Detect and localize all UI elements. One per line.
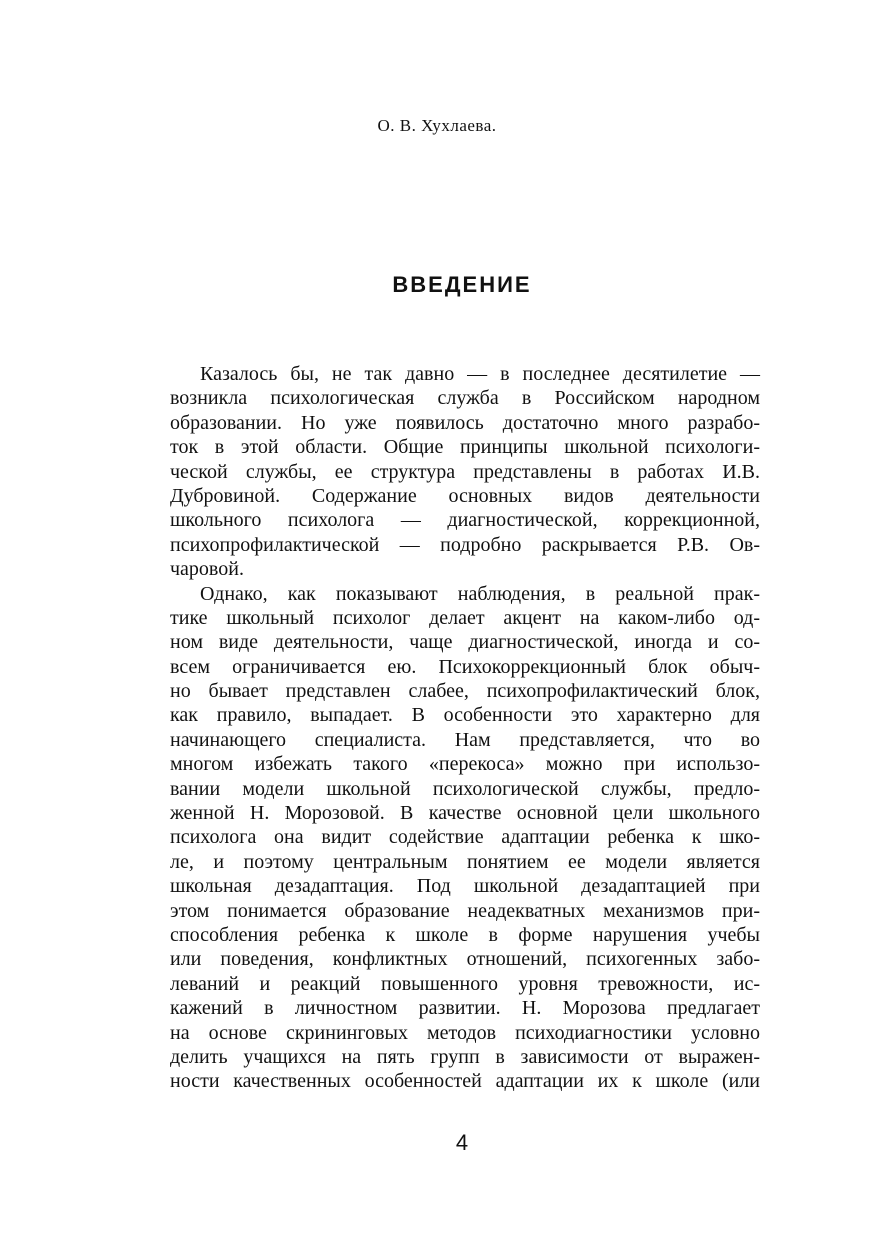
text-line: Дубровиной. Содержание основных видов деятельности (170, 484, 760, 507)
text-line: ток в этой области. Общие принципы школьной психологи- (170, 436, 760, 459)
text-line: или поведения, конфликтных отношений, психогенных забо- (170, 948, 760, 971)
paragraph (170, 362, 760, 582)
running-header: О. В. Хухлаева. (377, 116, 497, 135)
text-line: психопрофилактической — подробно раскрывается Р.В. Ов- (170, 533, 760, 556)
text-line: тике школьный психолог делает акцент на каком-либо од- (170, 606, 760, 629)
text-line: этом понимается образование неадекватных механизмов при- (170, 899, 760, 922)
text-line: возникла психологическая служба в Российском народном (170, 387, 760, 410)
text-line: способления ребенка к школе в форме нарушения учебы (170, 923, 760, 946)
text-line: как правило, выпадает. В особенности это характерно для (170, 704, 760, 727)
text-line: школьного психолога — диагностической, коррекционной, (170, 509, 760, 532)
text-line: ном виде деятельности, чаще диагностической, иногда и со- (170, 631, 760, 654)
text-line: образовании. Но уже появилось достаточно много разрабо- (170, 411, 760, 434)
paragraph (170, 582, 760, 1094)
text-line: ности качественных особенностей адаптации их к школе (или (170, 1070, 760, 1093)
text-line: на основе скрининговых методов психодиагностики условно (170, 1021, 760, 1044)
text-line: Казалось бы, не так давно — в последнее десятилетие — (200, 363, 760, 385)
text-line: ческой службы, ее структура представлены в работах И.В. (170, 460, 760, 483)
text-line: психолога она видит содействие адаптации ребенка к шко- (170, 826, 760, 849)
page-number: 4 (455, 1130, 469, 1155)
text-line: женной Н. Морозовой. В качестве основной цели школьного (170, 802, 760, 825)
body-text (170, 362, 760, 1094)
text-line: Однако, как показывают наблюдения, в реальной прак- (200, 582, 760, 605)
text-line: леваний и реакций повышенного уровня тревожности, ис- (170, 972, 760, 995)
text-line: всем ограничивается ею. Психокоррекционный блок обыч- (170, 655, 760, 678)
chapter-title: ВВЕДЕНИЕ (392, 272, 532, 297)
text-line: начинающего специалиста. Нам представляется, что во (170, 728, 760, 751)
text-line: кажений в личностном развитии. Н. Морозова предлагает (170, 997, 760, 1020)
text-line: вании модели школьной психологической службы, предло- (170, 777, 760, 800)
text-line: чаровой. (170, 558, 244, 581)
text-line: школьная дезадаптация. Под школьной дезадаптацией при (170, 875, 760, 898)
text-line: но бывает представлен слабее, психопрофилактический блок, (170, 680, 760, 703)
text-line: многом избежать такого «перекоса» можно при использо- (170, 753, 760, 776)
text-line: ле, и поэтому центральным понятием ее модели является (170, 850, 760, 873)
text-line: делить учащихся на пять групп в зависимости от выражен- (170, 1045, 760, 1068)
